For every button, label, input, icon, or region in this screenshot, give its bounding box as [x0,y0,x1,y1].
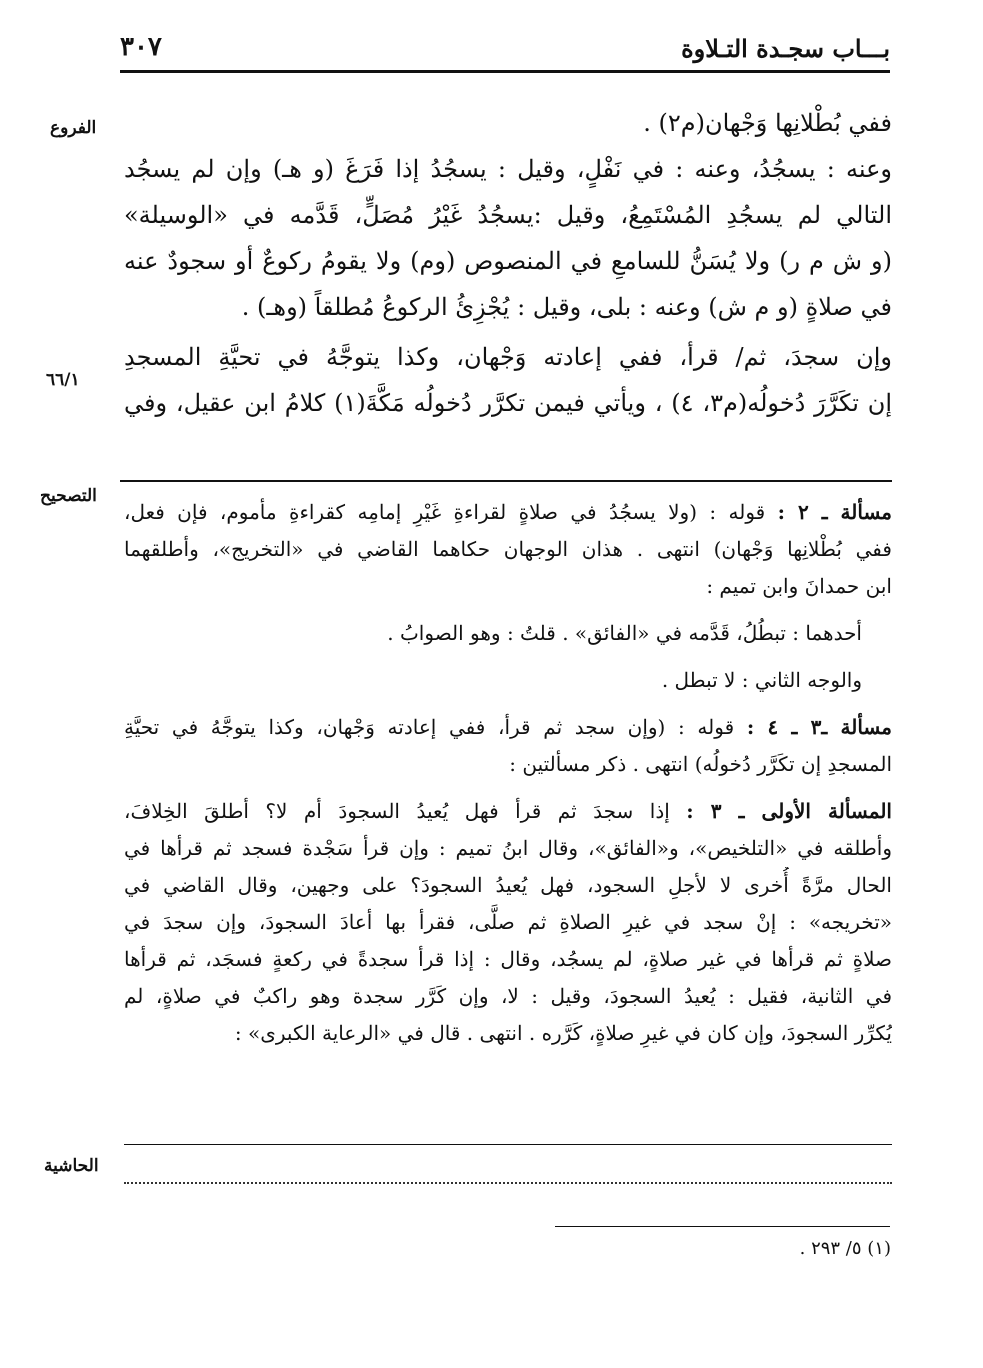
tashih-line: الحال مرَّةً أُخرى لا لأجلِ السجود، فهل يُعيدُ السجودَ؟ على وجهين، وقال القاضي في [124,873,892,897]
tashih-section [124,494,892,1052]
hashiya-dotted-line [124,1182,892,1184]
side-label-hashiya: الحاشية [44,1156,99,1176]
side-label-tashih: التصحيح [40,486,97,506]
hashiya-rule [124,1144,892,1145]
main-line: التالي لم يسجُدِ المُسْتَمِعُ، وقيل :يسجُدُ غَيْرُ مُصَلٍّ، قَدَّمه في «الوسيلة» [124,201,892,229]
chapter-title: بـــاب سجـدة التـلاوة [681,34,890,63]
section-rule [120,480,892,482]
tashih-line: يُكرِّر السجودَ، وإن كان في غيرِ صلاةٍ، كَرَّره . انتهى . قال في «الرعاية الكبرى» : [234,1021,892,1045]
main-line: وإن سجدَ، ثم/ قرأ، ففي إعادته وَجْهان، وكذا يتوجَّهُ في تحيَّةِ المسجدِ [124,343,892,371]
main-line: ففي بُطْلانِها وَجْهان(م٢) . [643,109,892,137]
issue-heading: مسألة ـ ٢ : [777,500,892,524]
main-line: (و ش م ر) ولا يُسَنُّ للسامعِ في المنصوص (وم) ولا يقومُ ركوعٌ أو سجودٌ عنه [124,247,892,275]
tashih-line: وأطلقه في «التلخيص»، و«الفائق»، وقال ابنُ تميم : وإن قرأ سَجْدة فسجد ثم قرأها في [124,836,892,860]
footnote-rule [555,1226,890,1227]
tashih-line: «تخريجه» : إنْ سجد في غيرِ الصلاةِ ثم صلَّى، فقرأ بها أعادَ السجودَ، وإن سجدَ في [124,910,892,934]
main-line: وعنه : يسجُدُ، وعنه : في نَفْلٍ، وقيل : يسجُدُ إذا فَرَغَ (و هـ) وإن لم يسجُد [124,155,892,183]
tashih-line: مسألة ـ ٢ : قوله : (ولا يسجُدُ في صلاةٍ لقراءةِ غَيْرِ إمامِه كقراءةِ مأموم، فإن فعل، [124,500,892,524]
page-number: ٣٠٧ [120,32,162,62]
issue-heading: مسألة ـ٣ ـ ٤ : [746,715,892,739]
main-line: إن تكَرَّرَ دُخولُه(م٣، ٤) ، ويأتي فيمن تكرَّر دُخولُه مَكَّةَ(١) كلامُ ابن عقيل، وفي [124,389,892,417]
tashih-line: ابن حمدانَ وابن تميم : [706,574,892,598]
tashih-line: أحدهما : تبطُلُ، قَدَّمه في «الفائق» . قلتُ : وهو الصوابُ . [387,621,862,645]
main-line: في صلاةٍ (و م ش) وعنه : بلى، وقيل : يُجْزِئُ الركوعُ مُطلقاً (وهـ) . [241,293,892,321]
footnote: (١) ٥/ ٢٩٣ . [799,1238,891,1259]
tashih-line: صلاةٍ ثم قرأها في غير صلاةٍ، لم يسجُد، وقال : إذا قرأ سجدةً في ركعةٍ فسجَد، ثم قرأها [124,947,892,971]
side-label-furu: الفروع [50,118,97,138]
header-rule [120,70,890,73]
tashih-line: المسألة الأولى ـ ٣ : إذا سجدَ ثم قرأ فهل يُعيدُ السجودَ أم لا؟ أطلقَ الخِلافَ، [124,799,892,823]
page-header [120,28,890,68]
margin-reference: ٦٦/١ [46,370,80,390]
main-text [124,100,892,426]
tashih-line: والوجه الثاني : لا تبطل . [661,668,862,692]
tashih-line: المسجدِ إن تكَرَّر دُخولُه) انتهى . ذكر مسألتين : [509,752,892,776]
tashih-line: في الثانية، فقيل : يُعيدُ السجودَ، وقيل : لا، وإن كَرَّر سجدة وهو راكبٌ في صلاةٍ، لم [124,984,892,1008]
tashih-line: مسألة ـ٣ ـ ٤ : قوله : (وإن سجد ثم قرأ، ففي إعادته وَجْهان، وكذا يتوجَّهُ في تحيَّةِ [124,715,892,739]
issue-heading: المسألة الأولى ـ ٣ : [686,799,892,823]
tashih-line: ففي بُطْلانِها وَجْهان) انتهى . هذان الوجهان حكاهما القاضي في «التخريج»، وأطلقهما [124,537,892,561]
